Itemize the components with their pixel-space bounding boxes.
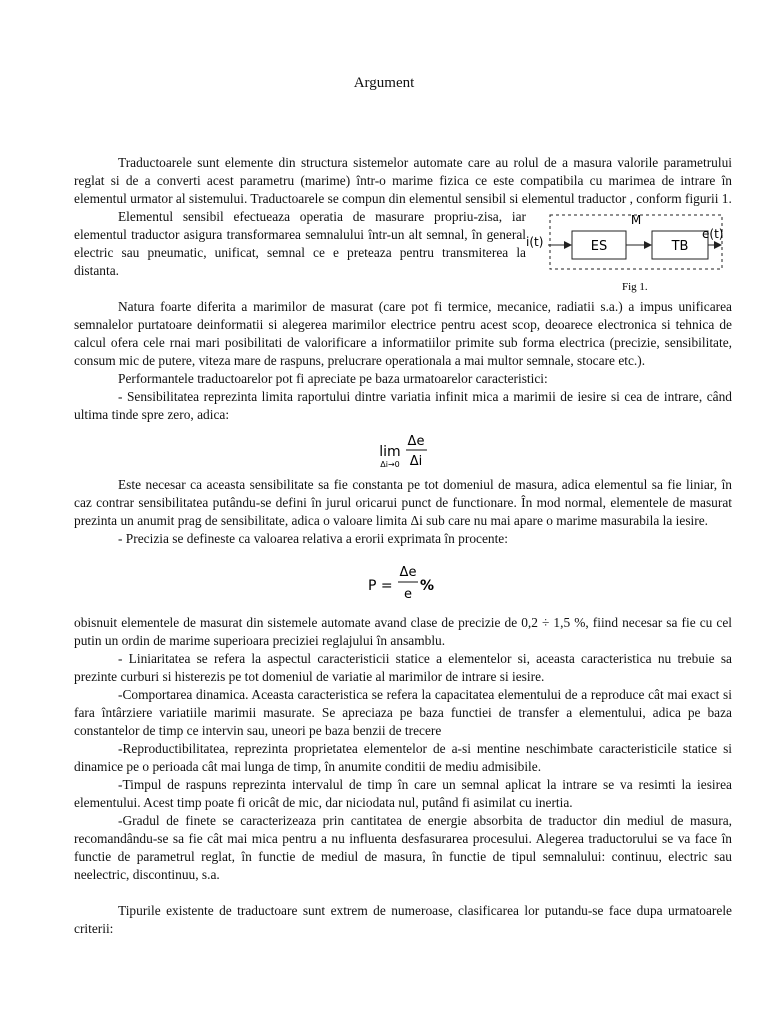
paragraph-precision: - Precizia se defineste ca valoarea relativa a erorii exprimata în procente: — [118, 531, 508, 546]
paragraph-reproducibility: -Reproductibilitatea, reprezinta proprietatea elementelor de a-si mentine neschimbate caracteristicile statice si dinamice pe o perioada cât mai lunga de timp, în anumite conditii de mediu admisibile. — [74, 741, 732, 774]
paragraph-response-time: -Timpul de raspuns reprezinta intervalul de timp în care un semnal aplicat la intrare se va resimti la iesirea elementului. Acest timp poate fi oricât de mic, dar niciodata nul, putând fi asimilat cu inertia. — [74, 777, 732, 810]
lim-operator: lim — [379, 444, 401, 460]
paragraph-nature: Natura foarte diferita a marimilor de masurat (care pot fi termice, mecanice, radiatii s.a.) a impus unificarea semnalelor purtatoare deinformatii si alegerea marimilor electrice pentru acest scop, deoarece electronica si tehnica de calcul ofera cele rnai mari posibilitati de valorificare a informatiilor primite sub forma electrica (precizie, sensibilitate, consum mic de putere, viteza mare de raspuns, prelucrare operationala a mai multor semnale, stocare etc.). — [74, 299, 732, 368]
p-lhs: P = — [368, 578, 393, 594]
output-arrowhead — [714, 241, 722, 249]
paragraph-sensitivity: - Sensibilitatea reprezinta limita raportului dintre variatia infinit mica a marimii de iesire si cea de intrare, când ultima tinde spre zero, adica: — [74, 389, 732, 422]
p-denominator: e — [404, 587, 412, 602]
paragraph-linearity: - Liniaritatea se refera la aspectul caracteristicii statice a elementelor si, aceasta caracteristica nu trebuie sa prezinte curburi si histerezis pe tot domeniul de variatie al marimilor de intrare si iesire. — [74, 651, 732, 684]
block-tb-label: TB — [671, 239, 689, 254]
document-body — [74, 154, 732, 938]
paragraph-intro: Traductoarele sunt elemente din structura sistemelor automate care au rolul de a masura valorile parametrului reglat si de a converti acest parametru (marime) într-o marime fizica ce este compatibila cu marimea de intrare în elementul urmator al sistemului. Traductoarele se compun din elementul sensibil si elementul traductor , conform figurii 1. — [74, 155, 732, 206]
input-arrowhead — [564, 241, 572, 249]
lim-numerator: Δe — [407, 434, 425, 449]
lim-subscript: Δi→0 — [380, 460, 400, 469]
paragraph-constant-sensitivity: Este necesar ca aceasta sensibilitate sa fie constanta pe tot domeniul de masura, adica elementul sa fie liniar, în caz contrar sensibilitatea putându-se defini în jurul oricarui punct de functionare. În mod normal, elementele de masurat prezinta un anumit prag de sensibilitate, adica o valoare limita Δi sub care nu mai apare o marime masurabila la iesire. — [74, 477, 732, 528]
output-label: e(t) — [702, 227, 724, 241]
block-diagram — [526, 210, 732, 300]
paragraph-types: Tipurile existente de traductoare sunt extrem de numeroase, clasificarea lor putandu-se face dupa urmatoarele criterii: — [74, 903, 732, 936]
figure-1 — [526, 210, 732, 298]
paragraph-sensitive-element: Elementul sensibil efectueaza operatia de masurare propriu-zisa, iar elementul traductor asigura transformarea semnalului într-un alt semnal, în general electric sau pneumatic, unificat, semnal ce e preteaza pentru transmiterea la distanta. — [74, 209, 526, 278]
box-label-m: M — [630, 213, 642, 227]
paragraph-precision-classes: obisnuit elementele de masurat din sistemele automate avand clase de precizie de 0,2 ÷ 1,5 %, fiind necesar sa fie cu cel putin un ordin de marime superioara preciziei reglajului în ansamblu. — [74, 615, 732, 648]
p-numerator: Δe — [399, 565, 417, 580]
formula-sensitivity — [74, 428, 732, 472]
mid-arrowhead — [644, 241, 652, 249]
p-unit: % — [420, 578, 435, 594]
paragraph-fineness: -Gradul de finete se caracterizeaza prin cantitatea de energie absorbita de traductor din mediul de masura, recomandându-se sa fie cât mai mica pentru a nu influenta desfasurarea procesului. Alegerea traductorului se va face în functie de parametrul reglat, în functie de mediul de masura, în functie de tipul semnalului: continuu, electric sau neelectric, discontinuu, s.a. — [74, 813, 732, 882]
block-es-label: ES — [590, 239, 608, 254]
paragraph-dynamic: -Comportarea dinamica. Aceasta caracteristica se refera la capacitatea elementului de a reproduce cât mai exact si fara întârziere variatiile marimii masurate. Se apreciaza pe baza functiei de transfer a elementului, adica pe baza constantelor de timp ce intervin sau, uneori pe baza benzii de trecere — [74, 687, 732, 738]
page-title: Argument — [353, 75, 415, 91]
figure-caption: Fig 1. — [622, 281, 648, 293]
paragraph-performance: Performantele traductoarelor pot fi apreciate pe baza urmatoarelor caracteristici: — [118, 371, 548, 386]
formula-precision — [74, 558, 732, 610]
input-label: i(t) — [526, 235, 544, 249]
lim-denominator: Δi — [409, 454, 423, 469]
